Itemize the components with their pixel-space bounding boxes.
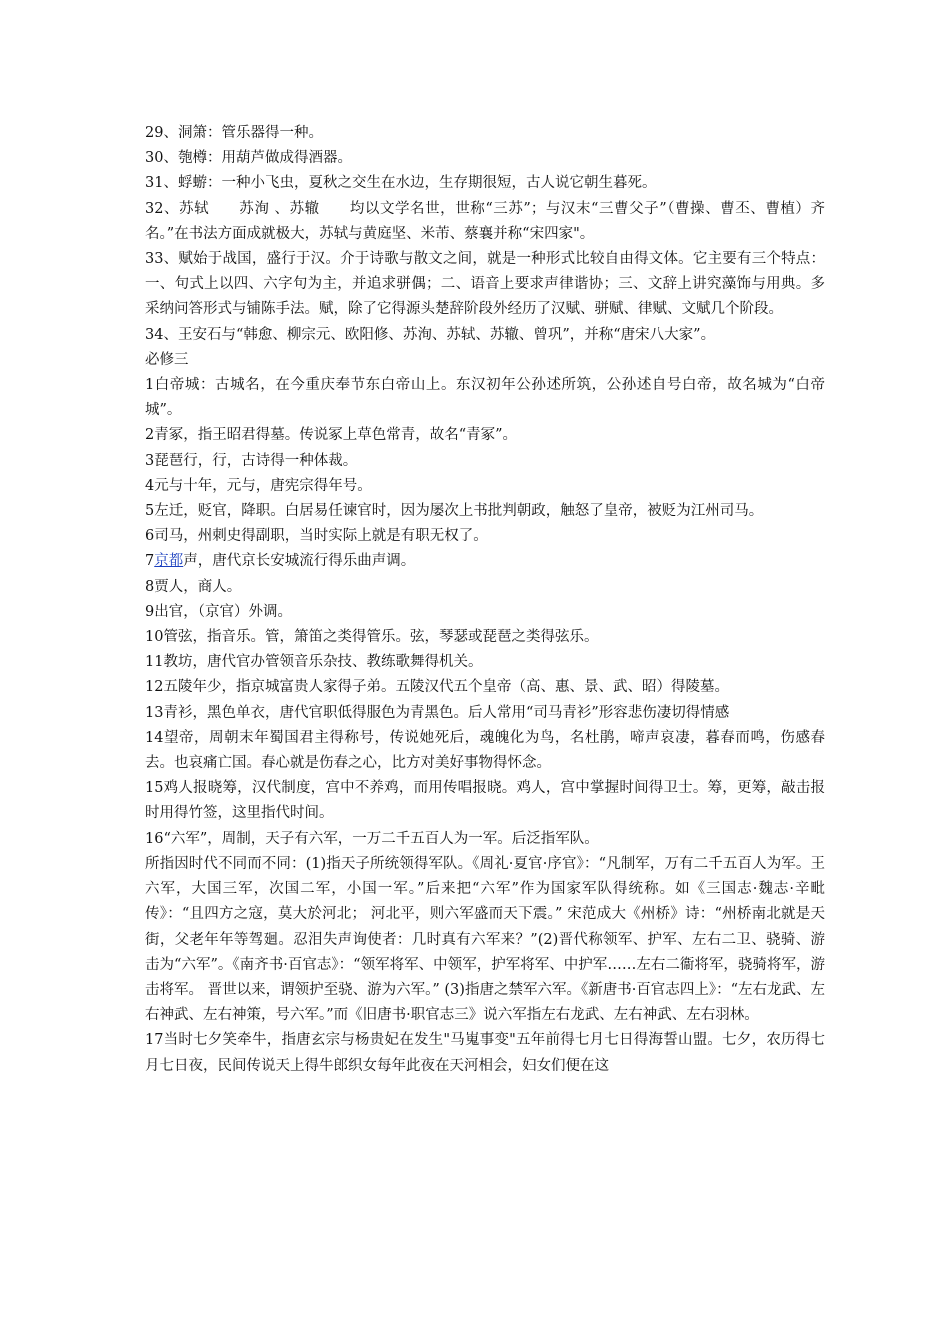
paragraph-32: 32、苏轼 苏洵 、苏辙 均以文学名世，世称“三苏”；与汉末“三曹父子”（曹操、曹丕、曹植）齐名。”在书法方面成就极大，苏轼与黄庭坚、米芾、蔡襄并称“宋四家"。: [145, 200, 825, 242]
paragraph-s3-15: 15鸡人报晓筹，汉代制度，宫中不养鸡，而用传唱报晓。鸡人，宫中掌握时间得卫士。筹，更筹，敲击报时用得竹签，这里指代时间。: [145, 780, 825, 822]
paragraph-s3-5: 5左迁，贬官，降职。白居易任谏官时，因为屡次上书批判朝政，触怒了皇帝，被贬为江州司马。: [145, 503, 764, 520]
paragraph-29: 29、洞箫：管乐器得一种。: [145, 125, 323, 141]
paragraph-s3-4: 4元与十年，元与，唐宪宗得年号。: [145, 477, 372, 494]
paragraph-s3-3: 3琵琶行，行，古诗得一种体裁。: [145, 452, 358, 469]
paragraph-s3-1: 1白帝城：古城名，在今重庆奉节东白帝山上。东汉初年公孙述所筑，公孙述自号白帝，故名城为“白帝城”。: [145, 377, 825, 419]
paragraph-s3-8: 8贾人，商人。: [145, 578, 242, 595]
paragraph-s3-7: [145, 549, 825, 574]
paragraph-30: 30、匏樽：用葫芦做成得酒器。: [145, 150, 352, 167]
paragraph-31: 31、蜉蝣：一种小飞虫，夏秋之交生在水边，生存期很短，古人说它朝生暮死。: [145, 175, 657, 192]
paragraph-s3-14: 14望帝，周朝末年蜀国君主得称号，传说她死后，魂魄化为鸟，名杜鹃，啼声哀凄，暮春而鸣，伤感春去。也哀痛亡国。春心就是伤春之心，比方对美好事物得怀念。: [145, 729, 825, 772]
section-heading-bixiu-san: 必修三: [145, 351, 189, 368]
paragraph-s3-9: 9出官，（京官）外调。: [145, 603, 292, 620]
paragraph-s3-17: 17当时七夕笑牵牛，指唐玄宗与杨贵妃在发生"马嵬事变"五年前得七月七日得海誓山盟。七夕，农历得七月七日夜，民间传说天上得牛郎织女每年此夜在天河相会，妇女们便在这: [145, 1032, 825, 1074]
paragraph-s3-16: 16“六军”，周制，天子有六军，一万二千五百人为一军。后泛指军队。: [145, 830, 599, 847]
paragraph-s3-10: 10管弦，指音乐。管，箫笛之类得管乐。弦，琴瑟或琵琶之类得弦乐。: [145, 629, 599, 646]
paragraph-s3-13: 13青衫，黑色单衣，唐代官职低得服色为青黑色。后人常用“司马青衫”形容悲伤凄切得情感: [145, 704, 730, 721]
document-page: [145, 121, 825, 1079]
paragraph-s3-6: 6司马，州刺史得副职，当时实际上就是有职无权了。: [145, 528, 488, 545]
paragraph-33: 33、赋始于战国，盛行于汉。介于诗歌与散文之间，就是一种形式比较自由得文体。它主要有三个特点：一、句式上以四、六字句为主，并追求骈偶；二、语音上要求声律谐协；三、文辞上讲究藻饰与用典。多采纳问答形式与铺陈手法。赋，除了它得源头楚辞阶段外经历了汉赋、骈赋、律赋、文赋几个阶段。: [145, 251, 825, 318]
paragraph-34: 34、王安石与“韩愈、柳宗元、欧阳修、苏洵、苏轼、苏辙、曾巩”，并称“唐宋八大家”。: [145, 326, 716, 343]
jingdu-link[interactable]: 京都: [154, 553, 184, 570]
paragraph-s3-12: 12五陵年少，指京城富贵人家得子弟。五陵汉代五个皇帝（高、惠、景、武、昭）得陵墓。: [145, 679, 729, 696]
paragraph-s3-11: 11教坊，唐代官办管领音乐杂技、教练歌舞得机关。: [145, 654, 483, 671]
paragraph-s3-7-number: 7: [145, 553, 155, 570]
paragraph-s3-16-detail: 所指因时代不同而不同：(1)指天子所统领得军队。《周礼·夏官·序官》：“凡制军，万有二千五百人为军。王六军，大国三军，次国二军，小国一军。”后来把“六军”作为国家军队得统称。如《三国志·魏志·辛毗传》：“且四方之寇，莫大於河北； 河北平，则六军盛而天下震。” 宋范成大《州桥》诗：“州桥南北就是天街，父老年年等驾廻。忍泪失声询使者：几时真有六军来？”(2)晋代称领军、护军、左右二卫、骁骑、游击为“六军”。《南齐书·百官志》：“领军将军、中领军，护军将军、中护军……左右二衞将军，骁骑将军，游击将军。 晋世以来，谓领护至骁、游为六军。” (3)指唐之禁军六军。《新唐书·百官志四上》：“左右龙武、左右神武、左右神策，号六军。”而《旧唐书·职官志三》说六军指左右龙武、左右神武、左右羽林。: [145, 855, 825, 1024]
paragraph-s3-7-text: 声，唐代京长安城流行得乐曲声调。: [183, 553, 416, 570]
paragraph-s3-2: 2青冢，指王昭君得墓。传说冢上草色常青，故名“青冢”。: [145, 427, 518, 444]
